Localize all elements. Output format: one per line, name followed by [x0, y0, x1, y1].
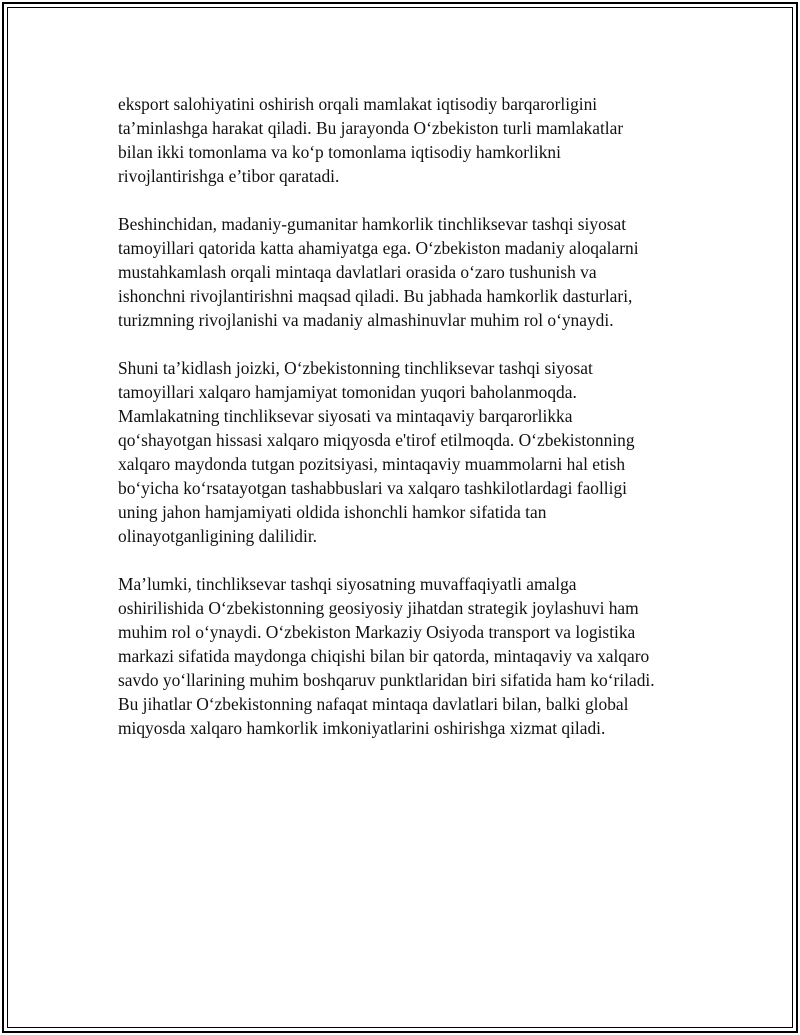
text-line: tamoyillari qatorida katta ahamiyatga ega. O‘zbekiston madaniy aloqalarni [118, 238, 639, 258]
text-line: bilan ikki tomonlama va ko‘p tomonlama iqtisodiy hamkorlikni [118, 142, 561, 162]
text-line: markazi sifatida maydonga chiqishi bilan bir qatorda, mintaqaviy va xalqaro [118, 646, 650, 666]
text-line: uning jahon hamjamiyati oldida ishonchli hamkor sifatida tan [118, 502, 547, 522]
text-line: ishonchni rivojlantirishni maqsad qiladi. Bu jabhada hamkorlik dasturlari, [118, 286, 633, 306]
text-line: oshirilishida O‘zbekistonning geosiyosiy jihatdan strategik joylashuvi ham [118, 598, 639, 618]
text-line: miqyosda xalqaro hamkorlik imkoniyatlarini oshirishga xizmat qiladi. [118, 718, 606, 738]
text-line: muhim rol o‘ynaydi. O‘zbekiston Markaziy Osiyoda transport va logistika [118, 622, 636, 642]
text-line: olinayotganligining dalilidir. [118, 526, 318, 546]
text-line: qo‘shayotgan hissasi xalqaro miqyosda e'tirof etilmoqda. O‘zbekistonning [118, 430, 635, 450]
text-line: mustahkamlash orqali mintaqa davlatlari orasida o‘zaro tushunish va [118, 262, 597, 282]
text-line: xalqaro maydonda tutgan pozitsiyasi, mintaqaviy muammolarni hal etish [118, 454, 626, 474]
text-line: rivojlantirishga e’tibor qaratadi. [118, 166, 340, 186]
paragraph-export [118, 92, 718, 188]
text-line: ta’minlashga harakat qiladi. Bu jarayonda O‘zbekiston turli mamlakatlar [118, 118, 624, 138]
text-line: Mamlakatning tinchliksevar siyosati va mintaqaviy barqarorlikka [118, 406, 573, 426]
text-line: tamoyillari xalqaro hamjamiyat tomonidan yuqori baholanmoqda. [118, 382, 577, 402]
text-line: Ma’lumki, tinchliksevar tashqi siyosatning muvaffaqiyatli amalga [118, 574, 577, 594]
text-line: Bu jihatlar O‘zbekistonning nafaqat mintaqa davlatlari bilan, balki global [118, 694, 629, 714]
text-line: turizmning rivojlanishi va madaniy almashinuvlar muhim rol o‘ynaydi. [118, 310, 614, 330]
text-line: Shuni ta’kidlash joizki, O‘zbekistonning tinchliksevar tashqi siyosat [118, 358, 593, 378]
body-text [118, 92, 718, 764]
paragraph-international-recognition [118, 356, 718, 548]
text-line: savdo yo‘llarining muhim boshqaruv punktlaridan biri sifatida ham ko‘riladi. [118, 670, 655, 690]
paragraph-cultural-cooperation [118, 212, 718, 332]
text-line: bo‘yicha ko‘rsatayotgan tashabbuslari va xalqaro tashkilotlardagi faolligi [118, 478, 627, 498]
paragraph-geopolitical-location [118, 572, 718, 740]
text-line: eksport salohiyatini oshirish orqali mamlakat iqtisodiy barqarorligini [118, 94, 598, 114]
text-line: Beshinchidan, madaniy-gumanitar hamkorlik tinchliksevar tashqi siyosat [118, 214, 627, 234]
